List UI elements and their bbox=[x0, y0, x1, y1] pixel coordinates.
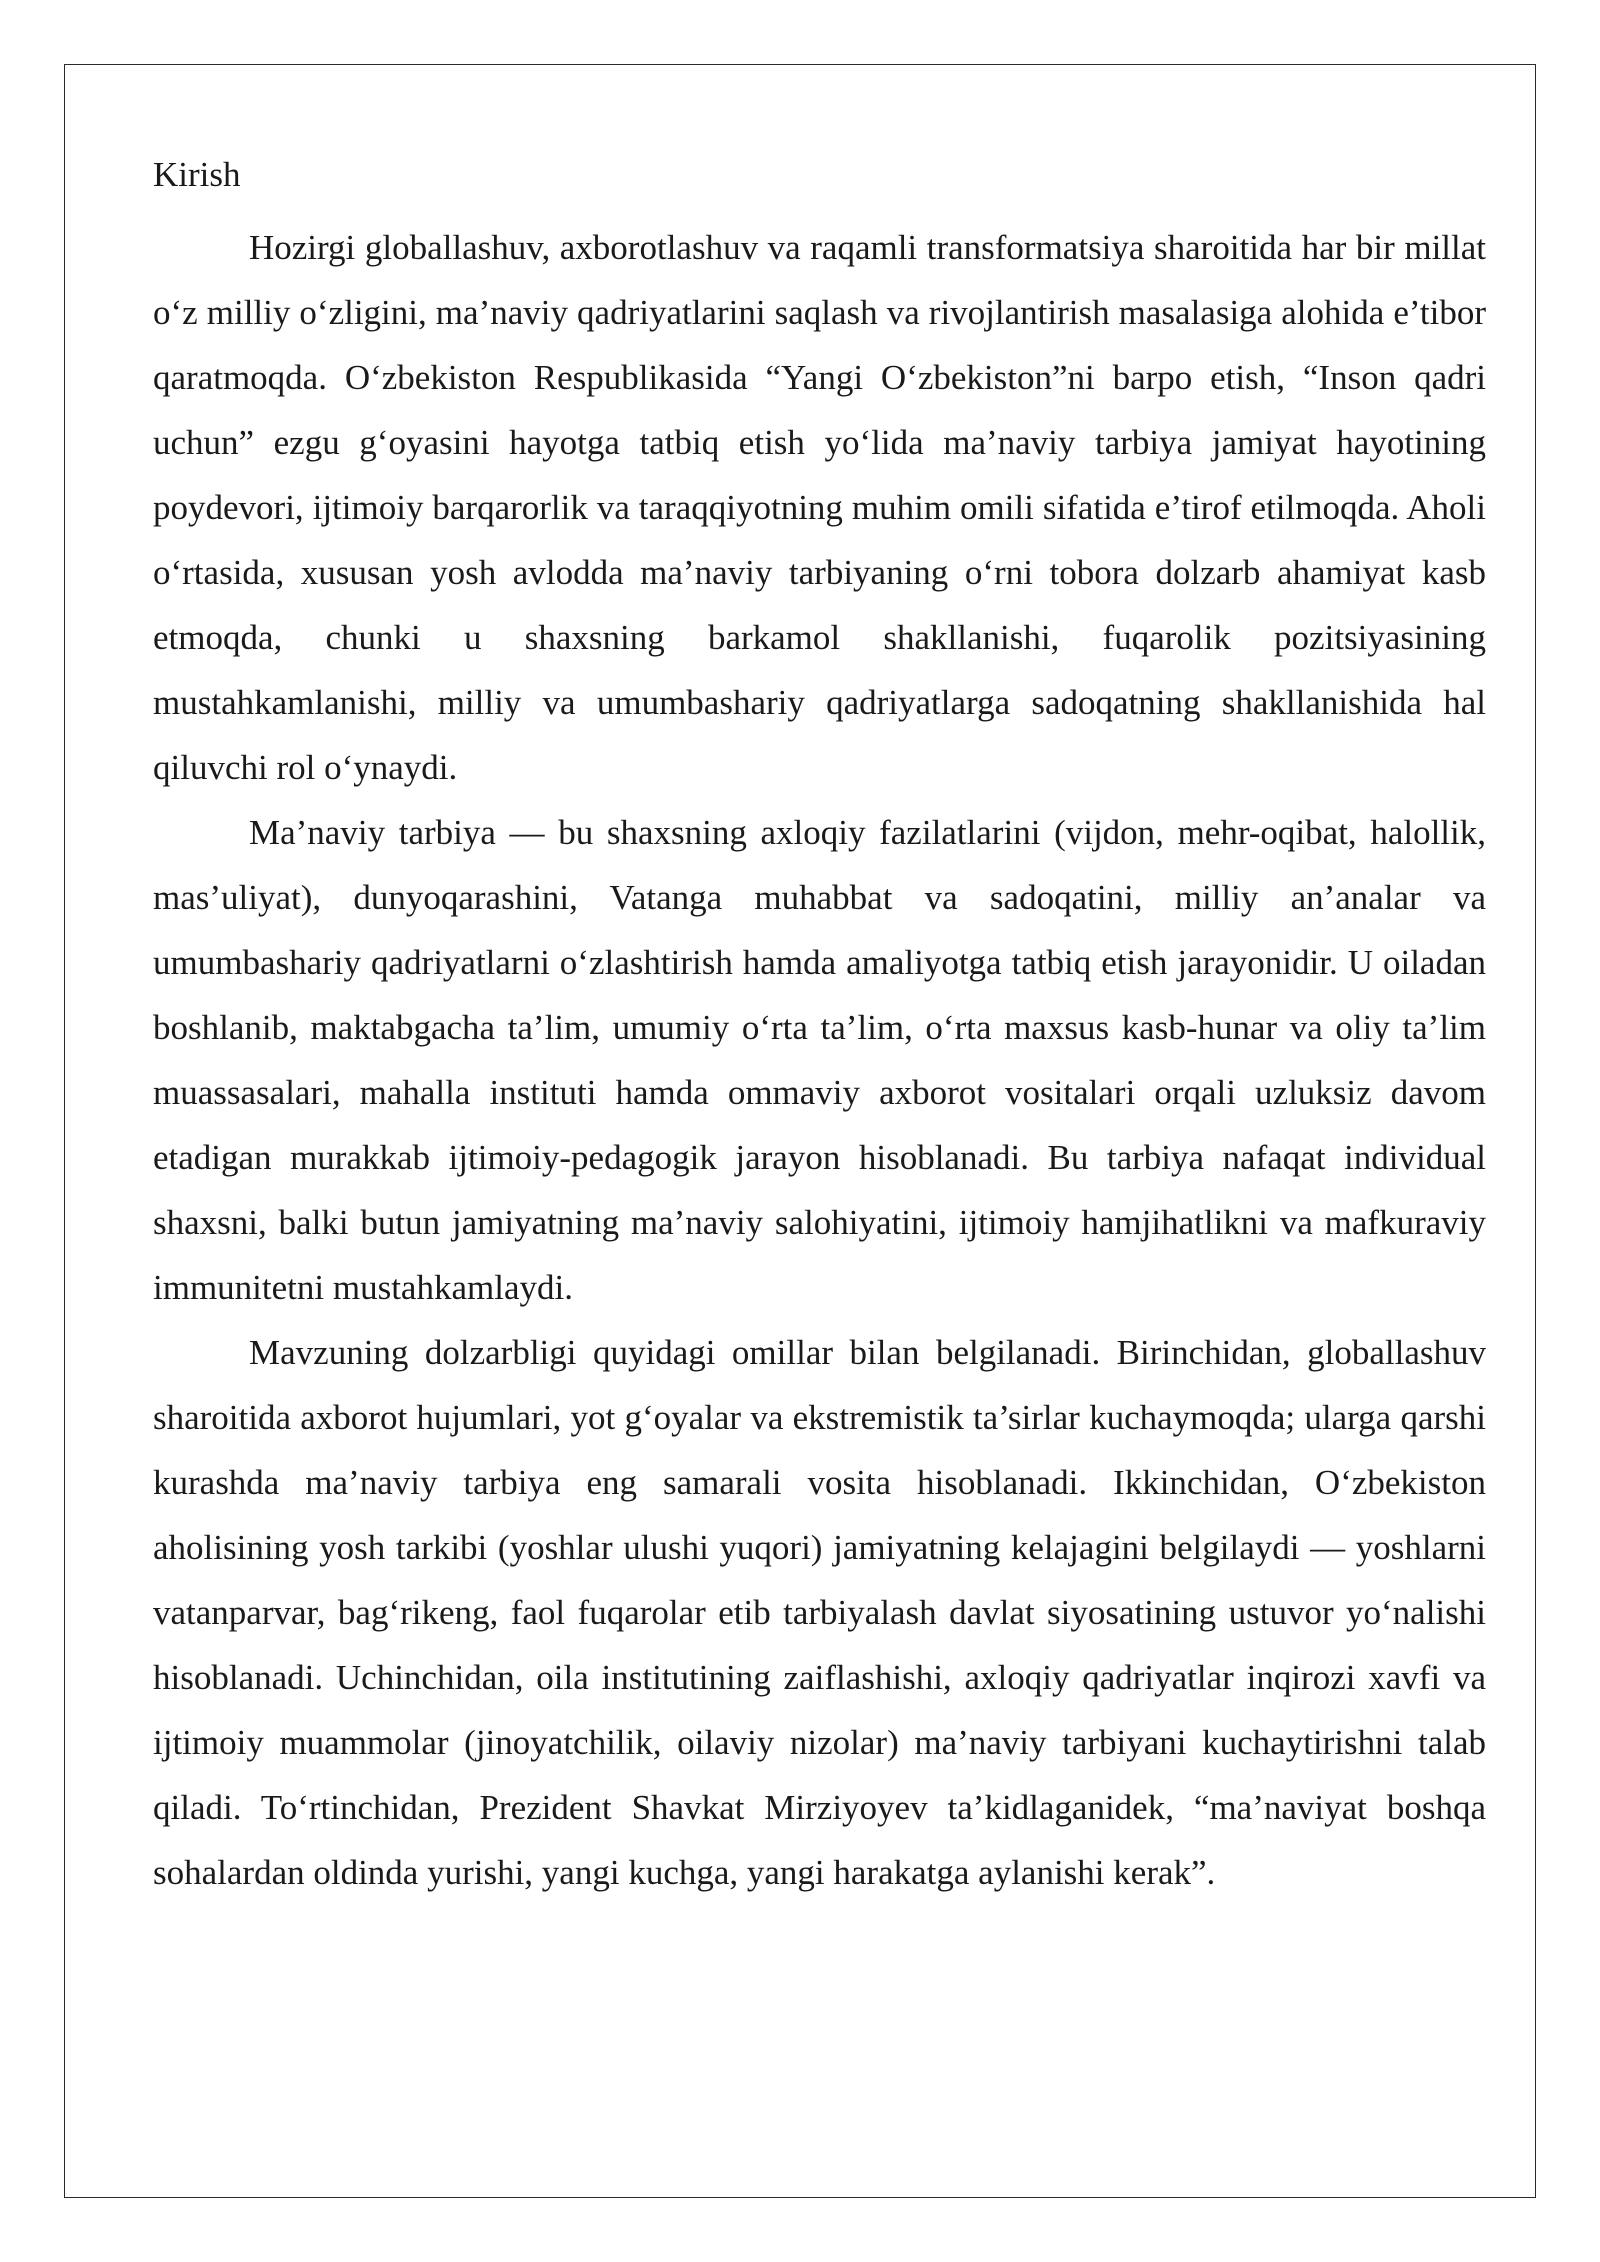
paragraph-relevance: Mavzuning dolzarbligi quyidagi omillar bilan belgilanadi. Birinchidan, globallashuv sharoitida axborot hujumlari, yot g‘oyalar va ekstremistik ta’sirlar kuchaymoqda; ularga qarshi kurashda ma’naviy tarbiya eng samarali vosita hisoblanadi. Ikkinchidan, O‘zbekiston aholisining yosh tarkibi (yoshlar ulushi yuqori) jamiyatning kelajagini belgilaydi — yoshlarni vatanparvar, bag‘rikeng, faol fuqarolar etib tarbiyalash davlat siyosatining ustuvor yo‘nalishi hisoblanadi. Uchinchidan, oila institutining zaiflashishi, axloqiy qadriyatlar inqirozi xavfi va ijtimoiy muammolar (jinoyatchilik, oilaviy nizolar) ma’naviy tarbiyani kuchaytirishni talab qiladi. To‘rtinchidan, Prezident Shavkat Mirziyoyev ta’kidlaganidek, “ma’naviyat boshqa sohalardan oldinda yurishi, yangi kuchga, yangi harakatga aylanishi kerak”. bbox=[153, 1333, 1486, 1892]
paragraph-introduction: Hozirgi globallashuv, axborotlashuv va raqamli transformatsiya sharoitida har bir millat o‘z milliy o‘zligini, ma’naviy qadriyatlarini saqlash va rivojlantirish masalasiga alohida e’tibor qaratmoqda. O‘zbekiston Respublikasida “Yangi O‘zbekiston”ni barpo etish, “Inson qadri uchun” ezgu g‘oyasini hayotga tatbiq etish yo‘lida ma’naviy tarbiya jamiyat hayotining poydevori, ijtimoiy barqarorlik va taraqqiyotning muhim omili sifatida e’tirof etilmoqda. Aholi o‘rtasida, xususan yosh avlodda ma’naviy tarbiyaning o‘rni tobora dolzarb ahamiyat kasb etmoqda, chunki u shaxsning barkamol shakllanishi, fuqarolik pozitsiyasining mustahkamlanishi, milliy va umumbashariy qadriyatlarga sadoqatning shakllanishida hal qiluvchi rol o‘ynaydi. bbox=[153, 228, 1486, 787]
document-body bbox=[153, 150, 1486, 1905]
section-heading: Kirish bbox=[153, 155, 241, 194]
paragraph-definition: Ma’naviy tarbiya — bu shaxsning axloqiy fazilatlarini (vijdon, mehr-oqibat, halollik, mas’uliyat), dunyoqarashini, Vatanga muhabbat va sadoqatini, milliy an’analar va umumbashariy qadriyatlarni o‘zlashtirish hamda amaliyotga tatbiq etish jarayonidir. U oiladan boshlanib, maktabgacha ta’lim, umumiy o‘rta ta’lim, o‘rta maxsus kasb-hunar va oliy ta’lim muassasalari, mahalla instituti hamda ommaviy axborot vositalari orqali uzluksiz davom etadigan murakkab ijtimoiy-pedagogik jarayon hisoblanadi. Bu tarbiya nafaqat individual shaxsni, balki butun jamiyatning ma’naviy salohiyatini, ijtimoiy hamjihatlikni va mafkuraviy immunitetni mustahkamlaydi. bbox=[153, 813, 1486, 1307]
